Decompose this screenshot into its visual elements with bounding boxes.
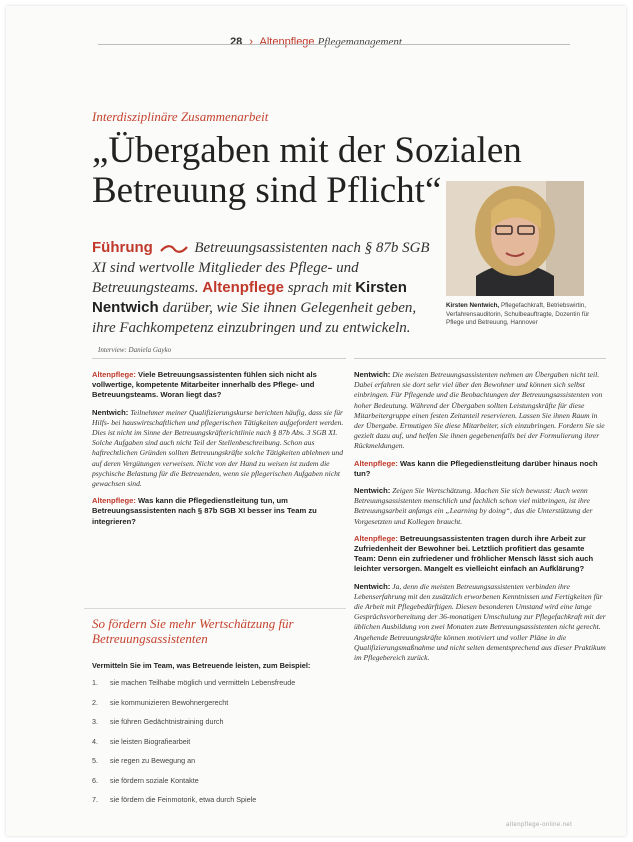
- list-number: 6.: [92, 775, 98, 785]
- page-header: [6, 36, 626, 48]
- question-text: Betreuungsassistenten tragen durch ihre Arbeit zur Zufriedenheit der Bewohner bei. Letztlich profitiert das gesamte Team: Denn ein zufriedener und fröhlicher Mensch lässt sich auch leichter versorgen. Mangelt es vielleicht einfach an Aufklärung?: [354, 533, 594, 574]
- teaser-text-3: darüber, wie Sie ihnen Gelegenheit geben, ihre Fachkompetenz einzubringen und zu entwickeln.: [92, 300, 417, 336]
- list-text: sie leisten Biografiearbeit: [110, 736, 191, 746]
- teaser-text-2: sprach mit: [287, 280, 352, 296]
- interview-answer: [354, 582, 606, 664]
- list-item: [92, 698, 346, 718]
- header-separator: ›: [249, 36, 254, 48]
- interview-answer: [354, 486, 606, 527]
- speaker-label: Altenpflege:: [92, 370, 136, 379]
- list-text: sie führen Gedächtnistraining durch: [110, 717, 224, 726]
- interview-answer: [354, 370, 606, 452]
- photo-caption: [446, 302, 592, 328]
- list-number: 1.: [92, 678, 98, 687]
- page-number: 28: [230, 36, 243, 48]
- left-column-rule: [92, 358, 346, 359]
- article-headline: „Übergaben mit der Sozialen Betreuung sind Pflicht“: [92, 130, 522, 211]
- caption-text: Pflegefachkraft, Betriebswirtin, Verfahrensauditorin, Schulbeauftragte, Dozentin für Pflege und Betreuung, Hannover: [446, 302, 590, 326]
- list-number: 7.: [92, 795, 98, 804]
- list-number: 4.: [92, 736, 98, 746]
- list-item: [92, 756, 346, 776]
- interview-question: [92, 496, 346, 527]
- article-teaser: [92, 238, 438, 360]
- list-number: 3.: [92, 717, 98, 726]
- list-item: [92, 776, 346, 796]
- answer-text: Ja, denn die meisten Betreuungsassistenten verbinden ihre Lebenserfahrung mit den zusätzlich erworbenen Kenntnissen und Fertigkeiten für die Arbeit mit Pflegebedürftigen. Diesen besonderen Umstand wird eine lange Gesprächsvorbereitung der 36-monatigen Umschulung zur Pflegefachkraft mit der üblichen Ausbildung von zwei Monaten zum Betreuungsassistenten nicht gerecht. Angehende Betreuungskräfte können motiviert und voller Pläne in die Qualifizierungsmaßnahme und nicht selten dementsprechend aus dieser Praktikum im Pflegebereich zurück.: [354, 581, 606, 663]
- teaser-interviewee: Kirsten Nentwich: [92, 279, 407, 316]
- speaker-label: Altenpflege:: [354, 533, 398, 543]
- teaser-author: Interview: Daniela Gayko: [98, 346, 172, 354]
- answer-text: Die meisten Betreuungsassistenten nehmen an Übergaben nicht teil. Dabei erfahren sie dort sehr viel über den Bewohner und können sich selbst einbringen. Für Pflegende und die Beobachtungen der Betreuungsassistenten von hoher Bedeutung. Während der Übergaben sollten Leistungskräfte für diese Mitarbeitergruppe einen festen Zeitanteil reservieren. Lassen Sie ihnen Raum in der Übergabe. Ermutigen Sie diese Mitarbeiter, sich einzubringen. Fordern Sie sie gezielt dazu auf, und helfen Sie ihnen gegebenenfalls bei der Formulierung ihrer Rückmeldungen.: [354, 370, 605, 451]
- list-text: sie kommunizieren Bewohnergerecht: [110, 697, 229, 707]
- article-kicker: Interdisziplinäre Zusammenarbeit: [92, 109, 269, 124]
- right-column-rule: [354, 358, 606, 359]
- list-number: 2.: [92, 697, 98, 707]
- header-rule: [98, 44, 570, 45]
- list-text: sie fördern soziale Kontakte: [110, 775, 199, 785]
- tip-box-list: [92, 678, 346, 815]
- speaker-label: Nentwich:: [354, 370, 391, 379]
- list-item: [92, 737, 346, 757]
- question-text: Was kann die Pflegedienstleitung tun, um Betreuungsassistenten nach § 87b SGB XI besser ins Team zu integrieren?: [92, 496, 317, 526]
- interview-question: [92, 370, 346, 401]
- answer-text: Teilnehmer meiner Qualifizierungskurse berichten häufig, dass sie für Hilfs- bei hauswirtschaftlichen und pflegerischen Tätigkeiten aufgefordert werden. Dies ist nicht im Sinne der Betreuungskräfterichtlinie nach § 87b Abs. 3 SGB XI. Solche Aufgaben sind auch nicht Teil der Stellenbeschreibung. Schon aus haftrechtlichen Gründen sollten Betreuungskräfte solche Tätigkeiten ablehnen und auf deren Vergütungen verweisen. Nicht von der Hand zu weisen ist zudem die psychische Belastung für die Betreuenden, wenn sie pflegerischen Aufgaben nicht gewachsen sind.: [92, 407, 344, 489]
- list-item: [92, 678, 346, 698]
- question-text: Was kann die Pflegedienstleitung darüber hinaus noch tun?: [354, 458, 598, 478]
- teaser-brand-fuehrung: Führung: [92, 239, 153, 256]
- tip-box-title: So fördern Sie mehr Wertschätzung für Betreuungsassistenten: [92, 616, 294, 646]
- speaker-label: Altenpflege:: [354, 458, 398, 468]
- list-number: 5.: [92, 756, 98, 765]
- tip-box-lead: Vermitteln Sie im Team, was Betreuende leisten, zum Beispiel:: [92, 661, 311, 670]
- magazine-section: Pflegemanagement: [317, 36, 402, 48]
- interview-question: [354, 459, 606, 479]
- portrait-photo: [446, 181, 584, 296]
- teaser-text-1: Betreuungsassistenten nach § 87b SGB XI sind wertvolle Mitglieder des Pflege- und Betreuungsteams.: [92, 240, 430, 296]
- list-text: sie regen zu Bewegung an: [110, 756, 196, 765]
- interview-answer: [92, 408, 346, 490]
- interview-question: [354, 534, 606, 575]
- question-text: Viele Betreuungsassistenten fühlen sich nicht als vollwertige, kompetente Mitarbeiter innerhalb des Pflege- und Betreuungsteams. Woran liegt das?: [92, 370, 317, 400]
- swoosh-icon: [160, 244, 188, 254]
- list-item: [92, 795, 346, 815]
- right-column: [354, 370, 606, 670]
- list-text: sie fördern die Feinmotorik, etwa durch Spiele: [110, 795, 257, 804]
- answer-text: Zeigen Sie Wertschätzung. Machen Sie sich bewusst: Auch wenn Betreuungsassistenten menschlich und fachlich schon viel mitbringen, ist ihre Betreuungsarbeit anfangs ein „Learning by doing“, das die Unterstützung der Vorgesetzten und Kollegen braucht.: [354, 486, 593, 526]
- teaser-brand-altenpflege: Altenpflege: [202, 279, 284, 296]
- footer-mark: altenpflege-online.net: [506, 822, 573, 828]
- speaker-label: Altenpflege:: [92, 496, 136, 506]
- magazine-brand: Altenpflege: [259, 36, 315, 48]
- speaker-label: Nentwich:: [354, 486, 391, 496]
- left-column: [92, 370, 346, 534]
- list-text: sie machen Teilhabe möglich und vermitteln Lebensfreude: [110, 678, 296, 687]
- list-item: [92, 717, 346, 737]
- magazine-page: [6, 6, 626, 836]
- speaker-label: Nentwich:: [92, 407, 129, 417]
- speaker-label: Nentwich:: [354, 581, 391, 591]
- caption-name: Kirsten Nentwich,: [446, 302, 500, 309]
